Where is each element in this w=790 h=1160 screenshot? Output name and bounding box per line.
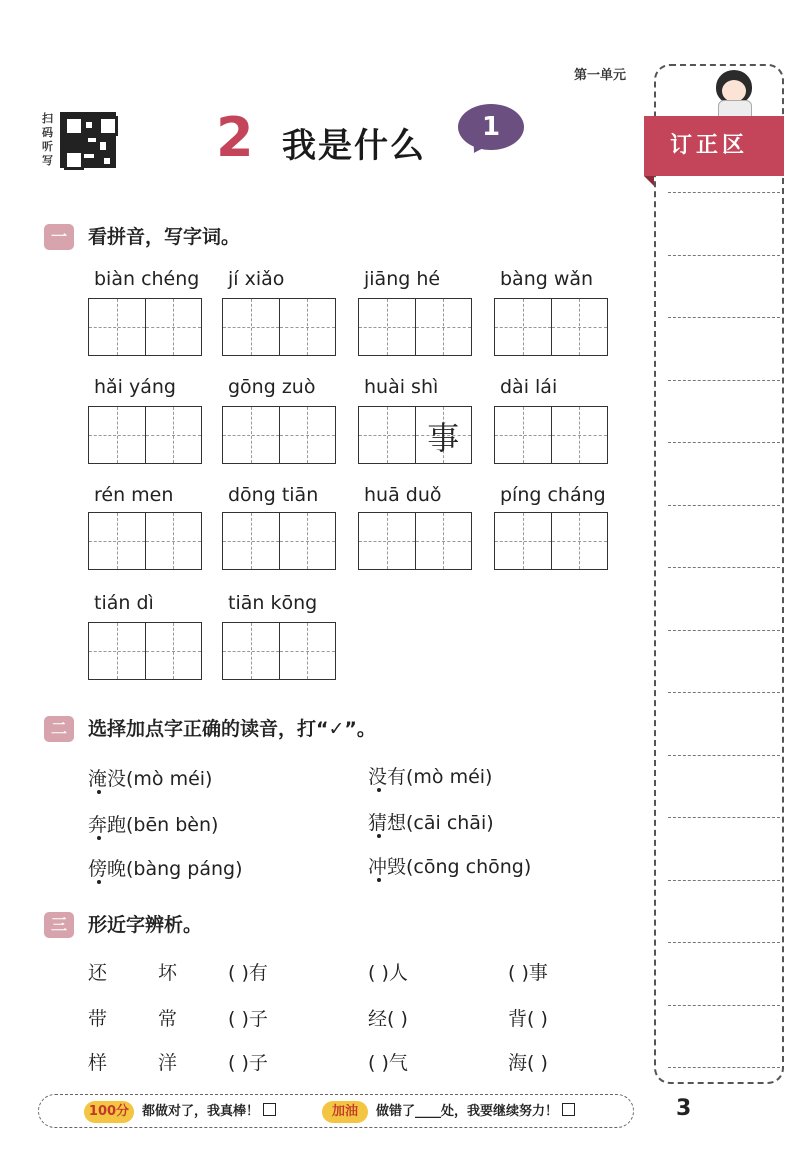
errors-label: 做错了____处，我要继续努力！ — [376, 1104, 559, 1119]
correction-line[interactable] — [668, 505, 780, 506]
character-box[interactable] — [495, 407, 552, 463]
correction-line[interactable] — [668, 255, 780, 256]
writing-grid[interactable] — [358, 512, 472, 570]
blank-1[interactable]: ( )有 — [228, 962, 268, 984]
correction-line[interactable] — [668, 692, 780, 693]
pinyin-label: tiān kōng — [228, 592, 318, 614]
writing-grid[interactable] — [88, 622, 202, 680]
character-box[interactable] — [223, 407, 280, 463]
qr-caption: 扫码听写 — [42, 112, 53, 167]
writing-grid[interactable] — [494, 298, 608, 356]
lesson-title: 我是什么 — [282, 126, 426, 166]
correction-line[interactable] — [668, 880, 780, 881]
character-box[interactable] — [89, 299, 146, 355]
character-box[interactable] — [280, 513, 336, 569]
character-box[interactable] — [280, 623, 336, 679]
section-1-badge: 一 — [44, 224, 74, 250]
character-box[interactable] — [359, 513, 416, 569]
section-3-badge: 三 — [44, 912, 74, 938]
pinyin-label: rén men — [94, 484, 174, 506]
char-b: 常 — [158, 1008, 178, 1030]
written-character: 事 — [427, 419, 460, 457]
correction-line[interactable] — [668, 942, 780, 943]
correction-line[interactable] — [668, 442, 780, 443]
character-box[interactable] — [416, 513, 472, 569]
character-box[interactable] — [495, 299, 552, 355]
section-2-badge: 二 — [44, 716, 74, 742]
correction-line[interactable] — [668, 380, 780, 381]
writing-grid[interactable] — [222, 406, 336, 464]
correction-line[interactable] — [668, 755, 780, 756]
girl-face — [722, 80, 746, 102]
character-box[interactable] — [146, 299, 202, 355]
character-box[interactable] — [359, 299, 416, 355]
character-box[interactable] — [223, 513, 280, 569]
character-box[interactable] — [552, 299, 608, 355]
question-item[interactable]: 没有(mò méi) — [368, 766, 493, 788]
character-box[interactable] — [223, 623, 280, 679]
character-box[interactable] — [89, 623, 146, 679]
checkbox-all-correct[interactable] — [263, 1103, 276, 1116]
correction-line[interactable] — [668, 630, 780, 631]
character-box[interactable] — [280, 407, 336, 463]
question-item[interactable]: 猜想(cāi chāi) — [368, 812, 494, 834]
pinyin-label: huài shì — [364, 376, 439, 398]
blank-2[interactable]: ( )气 — [368, 1052, 408, 1074]
pinyin-label: gōng zuò — [228, 376, 316, 398]
character-box[interactable] — [280, 299, 336, 355]
keep-going-badge: 加油 — [322, 1101, 368, 1123]
character-box[interactable] — [146, 407, 202, 463]
pinyin-label: huā duǒ — [364, 484, 442, 506]
pinyin-label: jiāng hé — [364, 268, 441, 290]
char-b: 坏 — [158, 962, 178, 984]
blank-1[interactable]: ( )子 — [228, 1008, 268, 1030]
question-item[interactable]: 奔跑(bēn bèn) — [88, 814, 219, 836]
lesson-part-badge: 1 — [458, 104, 524, 150]
character-box[interactable] — [146, 623, 202, 679]
pinyin-label: dài lái — [500, 376, 558, 398]
blank-3[interactable]: ( )事 — [508, 962, 548, 984]
section-2-title: 选择加点字正确的读音，打“✓”。 — [88, 718, 376, 740]
pinyin-label: biàn chéng — [94, 268, 200, 290]
char-a: 样 — [88, 1052, 108, 1074]
correction-title: 订正区 — [644, 116, 784, 176]
pinyin-label: hǎi yáng — [94, 376, 176, 398]
blank-2[interactable]: ( )人 — [368, 962, 408, 984]
pinyin-label: dōng tiān — [228, 484, 319, 506]
emphasis-dot — [97, 790, 101, 794]
full-score-label: 都做对了，我真棒！ — [142, 1104, 260, 1119]
section-1-title: 看拼音，写字词。 — [88, 226, 241, 248]
emphasis-dot — [97, 880, 101, 884]
pinyin-label: tián dì — [94, 592, 154, 614]
correction-line[interactable] — [668, 1005, 780, 1006]
correction-line[interactable] — [668, 817, 780, 818]
correction-line[interactable] — [668, 567, 780, 568]
checkbox-has-errors[interactable] — [562, 1103, 575, 1116]
blank-3[interactable]: 背( ) — [508, 1008, 548, 1030]
emphasis-dot — [97, 836, 101, 840]
writing-grid[interactable] — [222, 298, 336, 356]
character-box[interactable] — [416, 299, 472, 355]
errors-text — [376, 1101, 575, 1123]
section-3-title: 形近字辨析。 — [88, 914, 203, 936]
correction-area — [654, 64, 784, 1084]
char-a: 带 — [88, 1008, 108, 1030]
pinyin-label: píng cháng — [500, 484, 606, 506]
full-score-badge: 100分 — [84, 1101, 134, 1123]
char-a: 还 — [88, 962, 108, 984]
emphasis-dot — [377, 878, 381, 882]
writing-grid[interactable] — [358, 406, 472, 464]
emphasis-dot — [377, 834, 381, 838]
character-box[interactable] — [89, 407, 146, 463]
character-box[interactable] — [552, 513, 608, 569]
writing-grid[interactable] — [494, 512, 608, 570]
ribbon-fold — [644, 176, 654, 186]
character-box[interactable] — [223, 299, 280, 355]
character-box[interactable] — [416, 407, 472, 463]
character-box[interactable] — [495, 513, 552, 569]
writing-grid[interactable] — [88, 406, 202, 464]
character-box[interactable] — [552, 407, 608, 463]
full-score-text — [142, 1101, 276, 1123]
question-item[interactable]: 冲毁(cōng chōng) — [368, 856, 532, 878]
blank-3[interactable]: 海( ) — [508, 1052, 548, 1074]
correction-line[interactable] — [668, 317, 780, 318]
char-b: 洋 — [158, 1052, 178, 1074]
lesson-number: 2 — [216, 106, 254, 169]
writing-grid[interactable] — [222, 512, 336, 570]
writing-grid[interactable] — [494, 406, 608, 464]
character-box[interactable] — [146, 513, 202, 569]
writing-grid[interactable] — [358, 298, 472, 356]
writing-grid[interactable] — [88, 512, 202, 570]
blank-1[interactable]: ( )子 — [228, 1052, 268, 1074]
page-number: 3 — [676, 1096, 692, 1121]
correction-line[interactable] — [668, 1067, 780, 1068]
unit-label: 第一单元 — [573, 68, 626, 83]
character-box[interactable] — [89, 513, 146, 569]
pinyin-label: jí xiǎo — [228, 268, 285, 290]
emphasis-dot — [377, 788, 381, 792]
qr-code[interactable] — [60, 112, 116, 168]
character-box[interactable] — [359, 407, 416, 463]
writing-grid[interactable] — [222, 622, 336, 680]
blank-2[interactable]: 经( ) — [368, 1008, 408, 1030]
correction-line[interactable] — [668, 192, 780, 193]
writing-grid[interactable] — [88, 298, 202, 356]
question-item[interactable]: 淹没(mò méi) — [88, 768, 213, 790]
question-item[interactable]: 傍晚(bàng páng) — [88, 858, 243, 880]
pinyin-label: bàng wǎn — [500, 268, 594, 290]
